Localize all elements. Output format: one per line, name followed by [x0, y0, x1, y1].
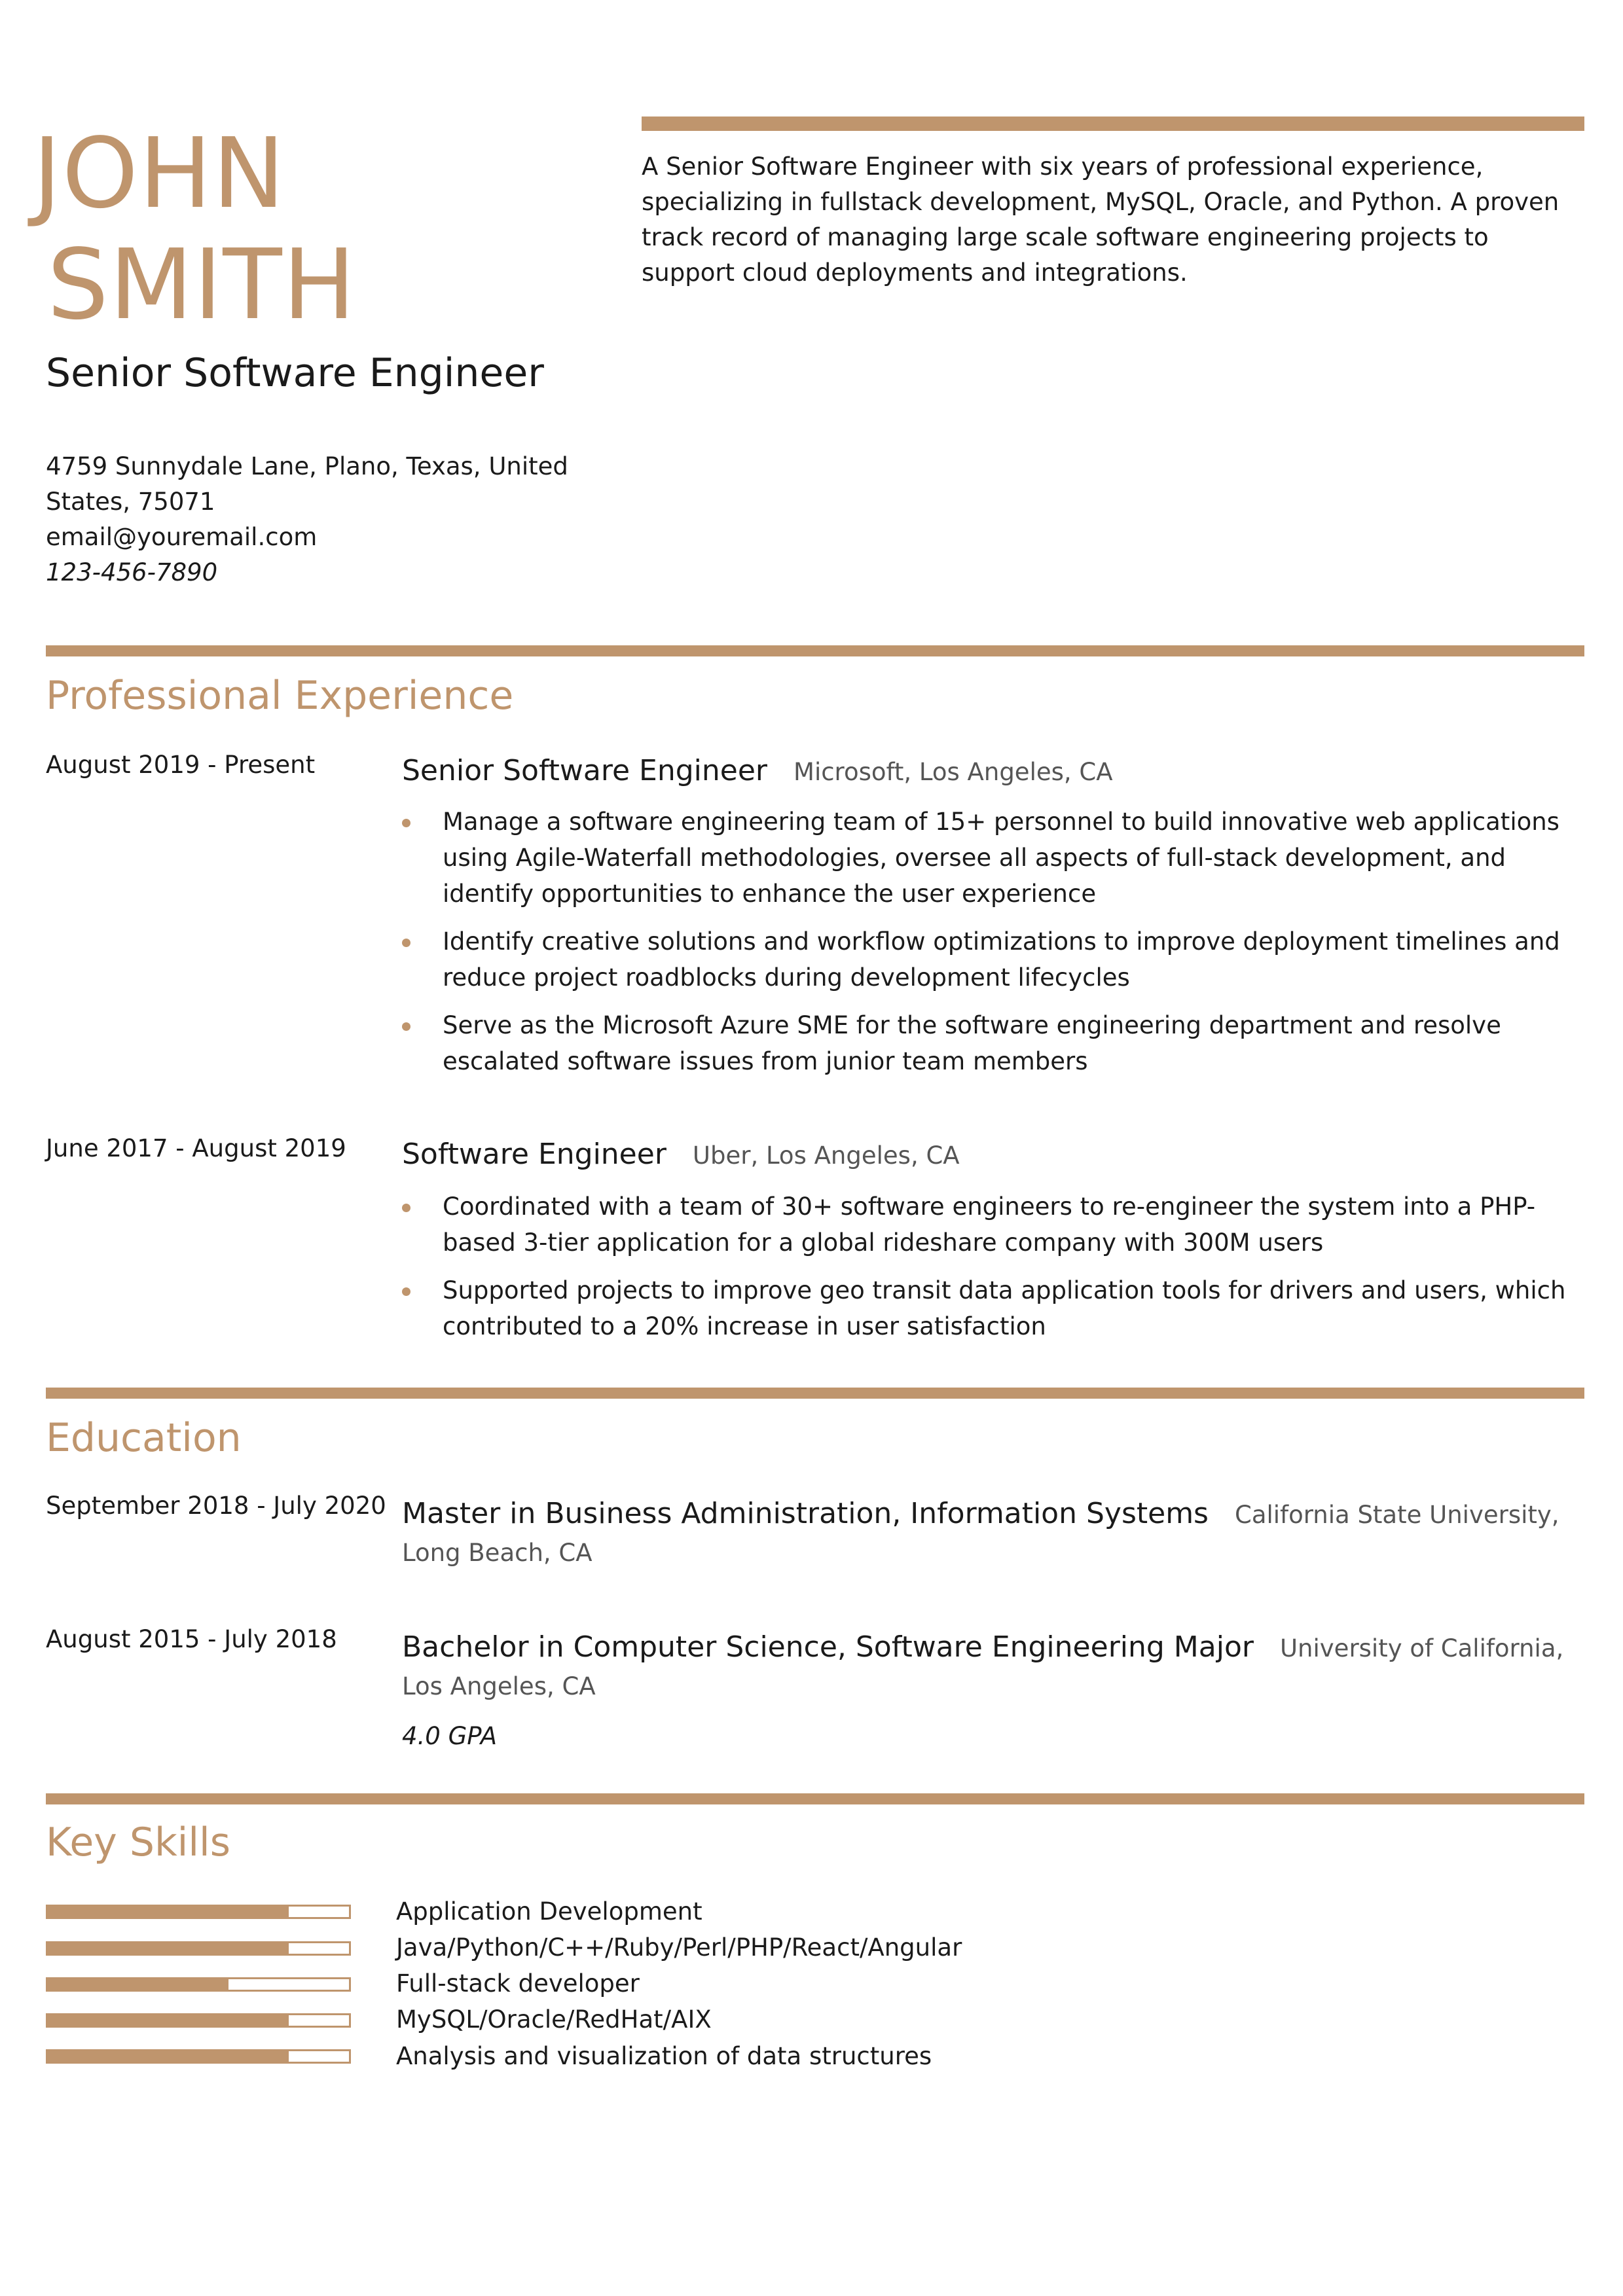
skill-label: Application Development — [396, 1897, 702, 1926]
education-2-school: University of California, Los Angeles, CA — [402, 1634, 1564, 1700]
bullet-text: Manage a software engineering team of 15+ personnel to build innovative web applications using Agile-Waterfall methodologies, oversee all aspects of full-stack development, and identify opportunities to enhance the user experience — [443, 808, 1559, 908]
job-1-heading — [402, 753, 1113, 791]
phone-number: 123-456-7890 — [46, 558, 218, 586]
skills-heading: Key Skills — [46, 1820, 230, 1865]
first-name: JOHN — [33, 117, 286, 230]
bullet-dot — [402, 1287, 410, 1296]
bullet-dot — [402, 819, 410, 827]
skill-level-fill — [48, 2051, 289, 2062]
bullet-text: Coordinated with a team of 30+ software engineers to re-engineer the system into a PHP-based 3-tier application for a global rideshare company with 300M users — [443, 1193, 1536, 1257]
skill-level-bar — [46, 1977, 351, 1992]
skill-label: Analysis and visualization of data structures — [396, 2042, 932, 2070]
job-1-company: Microsoft, Los Angeles, CA — [793, 758, 1113, 786]
bullet-text: Supported projects to improve geo transit data application tools for drivers and users, which contributed to a 20% increase in user satisfaction — [443, 1276, 1566, 1340]
education-2-gpa: 4.0 GPA — [402, 1722, 498, 1750]
bullet-dot — [402, 1022, 410, 1031]
skills-divider — [46, 1793, 1584, 1804]
list-item — [402, 1007, 1580, 1079]
job-2-company: Uber, Los Angeles, CA — [692, 1141, 960, 1170]
education-1-degree: Master in Business Administration, Information Systems — [402, 1497, 1209, 1530]
list-item — [402, 1189, 1580, 1261]
contact-info — [46, 449, 568, 590]
experience-heading: Professional Experience — [46, 673, 514, 719]
bullet-text: Serve as the Microsoft Azure SME for the software engineering department and resolve escalated software issues from junior team members — [443, 1011, 1501, 1075]
job-1-bullets — [402, 804, 1580, 1091]
education-heading: Education — [46, 1415, 242, 1461]
skill-label: MySQL/Oracle/RedHat/AIX — [396, 2005, 712, 2034]
skill-label: Full-stack developer — [396, 1969, 640, 1998]
skill-level-bar — [46, 2013, 351, 2028]
job-1-title: Senior Software Engineer — [402, 754, 768, 787]
candidate-name — [33, 118, 622, 340]
job-1-dates: August 2019 - Present — [46, 751, 316, 779]
skill-label: Java/Python/C++/Ruby/Perl/PHP/React/Angular — [396, 1933, 962, 1962]
skill-level-bar — [46, 1941, 351, 1956]
education-2-dates: August 2015 - July 2018 — [46, 1625, 337, 1653]
job-2-bullets — [402, 1189, 1580, 1356]
job-2-dates: June 2017 - August 2019 — [46, 1134, 346, 1162]
skill-level-fill — [48, 1979, 228, 1990]
skill-level-bar — [46, 1905, 351, 1919]
bullet-dot — [402, 1204, 410, 1212]
address-line-2: States, 75071 — [46, 488, 215, 516]
list-item — [402, 804, 1580, 912]
last-name: SMITH — [47, 228, 356, 341]
list-item — [402, 924, 1580, 996]
bullet-text: Identify creative solutions and workflow optimizations to improve deployment timelines and reduce project roadblocks during development lifecycles — [443, 927, 1560, 992]
skill-level-bar — [46, 2049, 351, 2064]
email-address: email@youremail.com — [46, 523, 318, 551]
summary-divider — [642, 117, 1584, 131]
skill-level-fill — [48, 1943, 289, 1954]
job-2-heading — [402, 1136, 960, 1174]
address-line-1: 4759 Sunnydale Lane, Plano, Texas, United — [46, 452, 568, 480]
education-2-degree: Bachelor in Computer Science, Software Engineering Major — [402, 1630, 1254, 1664]
education-divider — [46, 1388, 1584, 1399]
list-item — [402, 1272, 1580, 1344]
bullet-dot — [402, 939, 410, 947]
summary-text: A Senior Software Engineer with six years of professional experience, specializing in fullstack development, MySQL, Oracle, and Python. A proven track record of managing large scale software engineering projects to support cloud deployments and integrations. — [642, 152, 1559, 287]
skill-level-fill — [48, 2015, 289, 2026]
job-title: Senior Software Engineer — [46, 350, 544, 396]
education-1-entry — [402, 1495, 1587, 1572]
education-1-school: California State University, Long Beach, CA — [402, 1501, 1559, 1567]
skill-level-fill — [48, 1907, 289, 1917]
job-2-title: Software Engineer — [402, 1138, 666, 1171]
education-2-entry — [402, 1628, 1587, 1706]
experience-divider — [46, 645, 1584, 656]
education-1-dates: September 2018 - July 2020 — [46, 1492, 386, 1520]
